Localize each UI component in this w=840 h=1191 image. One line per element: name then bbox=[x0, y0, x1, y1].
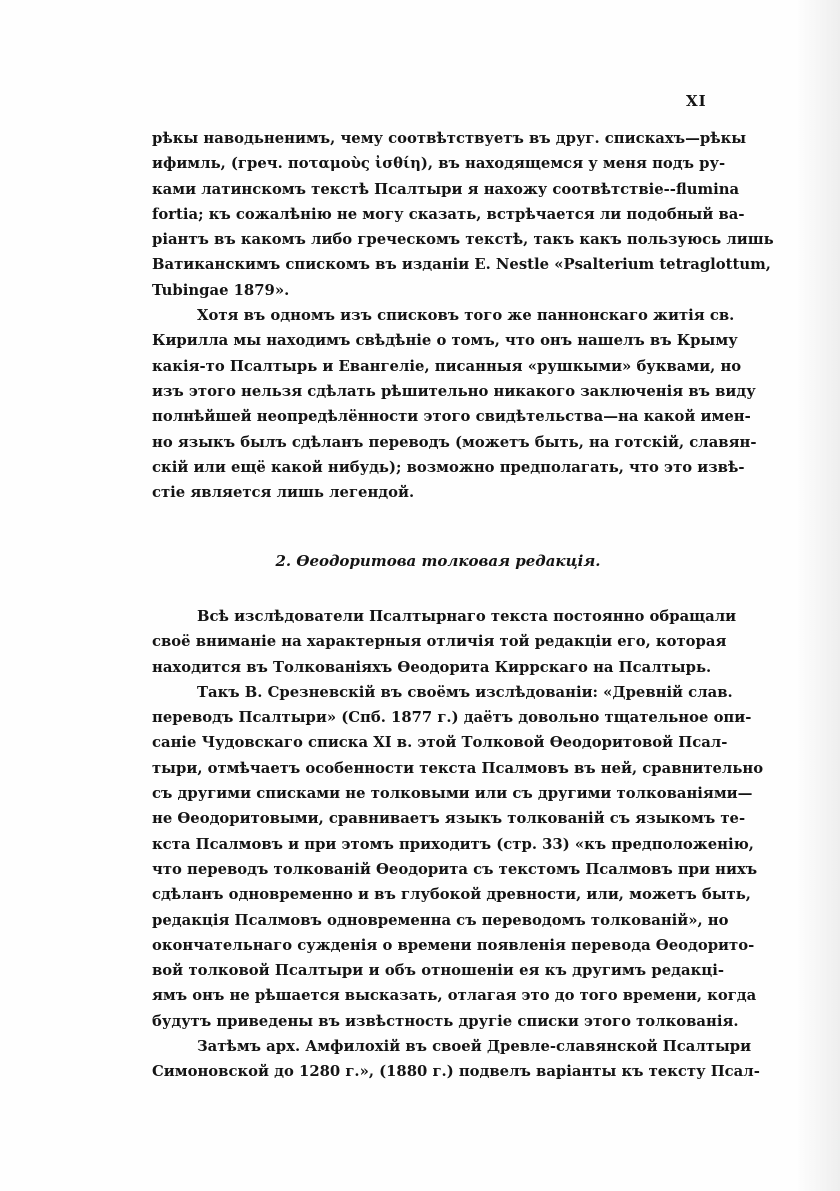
text-line: Всѣ изслѣдователи Псалтырнаго текста постоянно обращали bbox=[197, 608, 737, 625]
text-line: Затѣмъ арх. Амфилохій въ своей Древле-славянской Псалтыри bbox=[197, 1038, 752, 1056]
text-line: окончательнаго сужденія о времени появленія перевода Ѳеодорито- bbox=[152, 936, 755, 954]
text-line: какія-то Псалтырь и Евангеліе, писанныя «рушкыми» буквами, но bbox=[152, 357, 742, 375]
text-line: Ватиканскимъ спискомъ въ изданіи E. Nestle «Psalterium tetraglottum, bbox=[152, 256, 771, 274]
text-line: сдѣланъ одновременно и въ глубокой древности, или, можетъ быть, bbox=[152, 886, 751, 904]
text-line: рѣкы наводьненимъ, чему соотвѣтствуетъ въ друг. спискахъ—рѣкы bbox=[152, 130, 747, 147]
scan-edge-shadow bbox=[796, 0, 840, 1191]
paragraph-researchers bbox=[152, 604, 737, 680]
text-line: ямъ онъ не рѣшается высказать, отлагая это до того времени, когда bbox=[152, 987, 757, 1005]
text-line: ками латинскомъ текстѣ Псалтыри я нахожу соотвѣтствіе--flumina bbox=[152, 180, 740, 198]
text-line: находится въ Толкованіяхъ Ѳеодорита Киррскаго на Псалтырь. bbox=[152, 658, 712, 676]
paragraph-variant-note bbox=[152, 126, 774, 303]
text-line: скій или ещё какой нибудь); возможно предполагать, что это извѣ- bbox=[152, 458, 745, 476]
text-line: что переводъ толкованій Ѳеодорита съ текстомъ Псалмовъ при нихъ bbox=[152, 860, 758, 878]
text-line: ифимль, (греч. ποταμοὺς ἰσθίη), въ находящемся у меня подъ ру- bbox=[152, 155, 726, 173]
section-heading: 2. Ѳеодоритова толковая редакція. bbox=[275, 552, 601, 570]
text-line: Хотя въ одномъ изъ списковъ того же паннонскаго житія св. bbox=[197, 307, 735, 325]
page-number: XI bbox=[686, 92, 707, 110]
text-line: переводъ Псалтыри» (Спб. 1877 г.) даётъ довольно тщательное опи- bbox=[152, 709, 752, 727]
text-line: кста Псалмовъ и при этомъ приходитъ (стр. 33) «къ предположенію, bbox=[152, 835, 754, 853]
text-line: изъ этого нельзя сдѣлать рѣшительно никакого заключенія въ виду bbox=[152, 382, 756, 400]
text-line: но языкъ былъ сдѣланъ переводъ (можетъ быть, на готскій, славян- bbox=[152, 433, 757, 451]
text-line: полнѣйшей неопредѣлённости этого свидѣтельства—на какой имен- bbox=[152, 408, 751, 426]
text-line: съ другими списками не толковыми или съ другими толкованіями— bbox=[152, 785, 753, 803]
text-line: своё вниманіе на характерныя отличія той редакціи его, которая bbox=[152, 633, 727, 651]
text-line: Кирилла мы находимъ свѣдѣніе о томъ, что онъ нашелъ въ Крыму bbox=[152, 332, 738, 350]
text-line: fortia; къ сожалѣнію не могу сказать, встрѣчается ли подобный ва- bbox=[152, 205, 745, 223]
paragraph-kirill-note bbox=[152, 303, 757, 505]
text-line: Tubingae 1879». bbox=[152, 281, 290, 299]
text-line: вой толковой Псалтыри и объ отношеніи ея къ другимъ редакці- bbox=[152, 962, 724, 980]
text-line: ріантъ въ какомъ либо греческомъ текстѣ, такъ какъ пользуюсь лишь bbox=[152, 231, 774, 249]
text-line: не Ѳеодоритовыми, сравниваетъ языкъ толкованій съ языкомъ те- bbox=[152, 810, 746, 828]
paragraph-sreznevsky bbox=[152, 680, 764, 1034]
text-line: стіе является лишь легендой. bbox=[152, 484, 415, 502]
text-line: Симоновской до 1280 г.», (1880 г.) подвелъ варіанты къ тексту Псал- bbox=[152, 1063, 760, 1081]
text-line: тыри, отмѣчаетъ особенности текста Псалмовъ въ ней, сравнительно bbox=[152, 759, 764, 777]
text-block-upper bbox=[152, 126, 774, 505]
text-block-lower bbox=[152, 604, 764, 1085]
text-line: будутъ приведены въ извѣстность другіе списки этого толкованія. bbox=[152, 1012, 739, 1030]
text-line: редакція Псалмовъ одновременна съ переводомъ толкованій», но bbox=[152, 911, 729, 929]
text-line: Такъ В. Срезневскій въ своёмъ изслѣдованіи: «Древній слав. bbox=[197, 683, 733, 701]
paragraph-amfilokhy bbox=[152, 1034, 760, 1085]
text-line: саніе Чудовскаго списка XI в. этой Толковой Ѳеодоритовой Псал- bbox=[152, 734, 728, 752]
